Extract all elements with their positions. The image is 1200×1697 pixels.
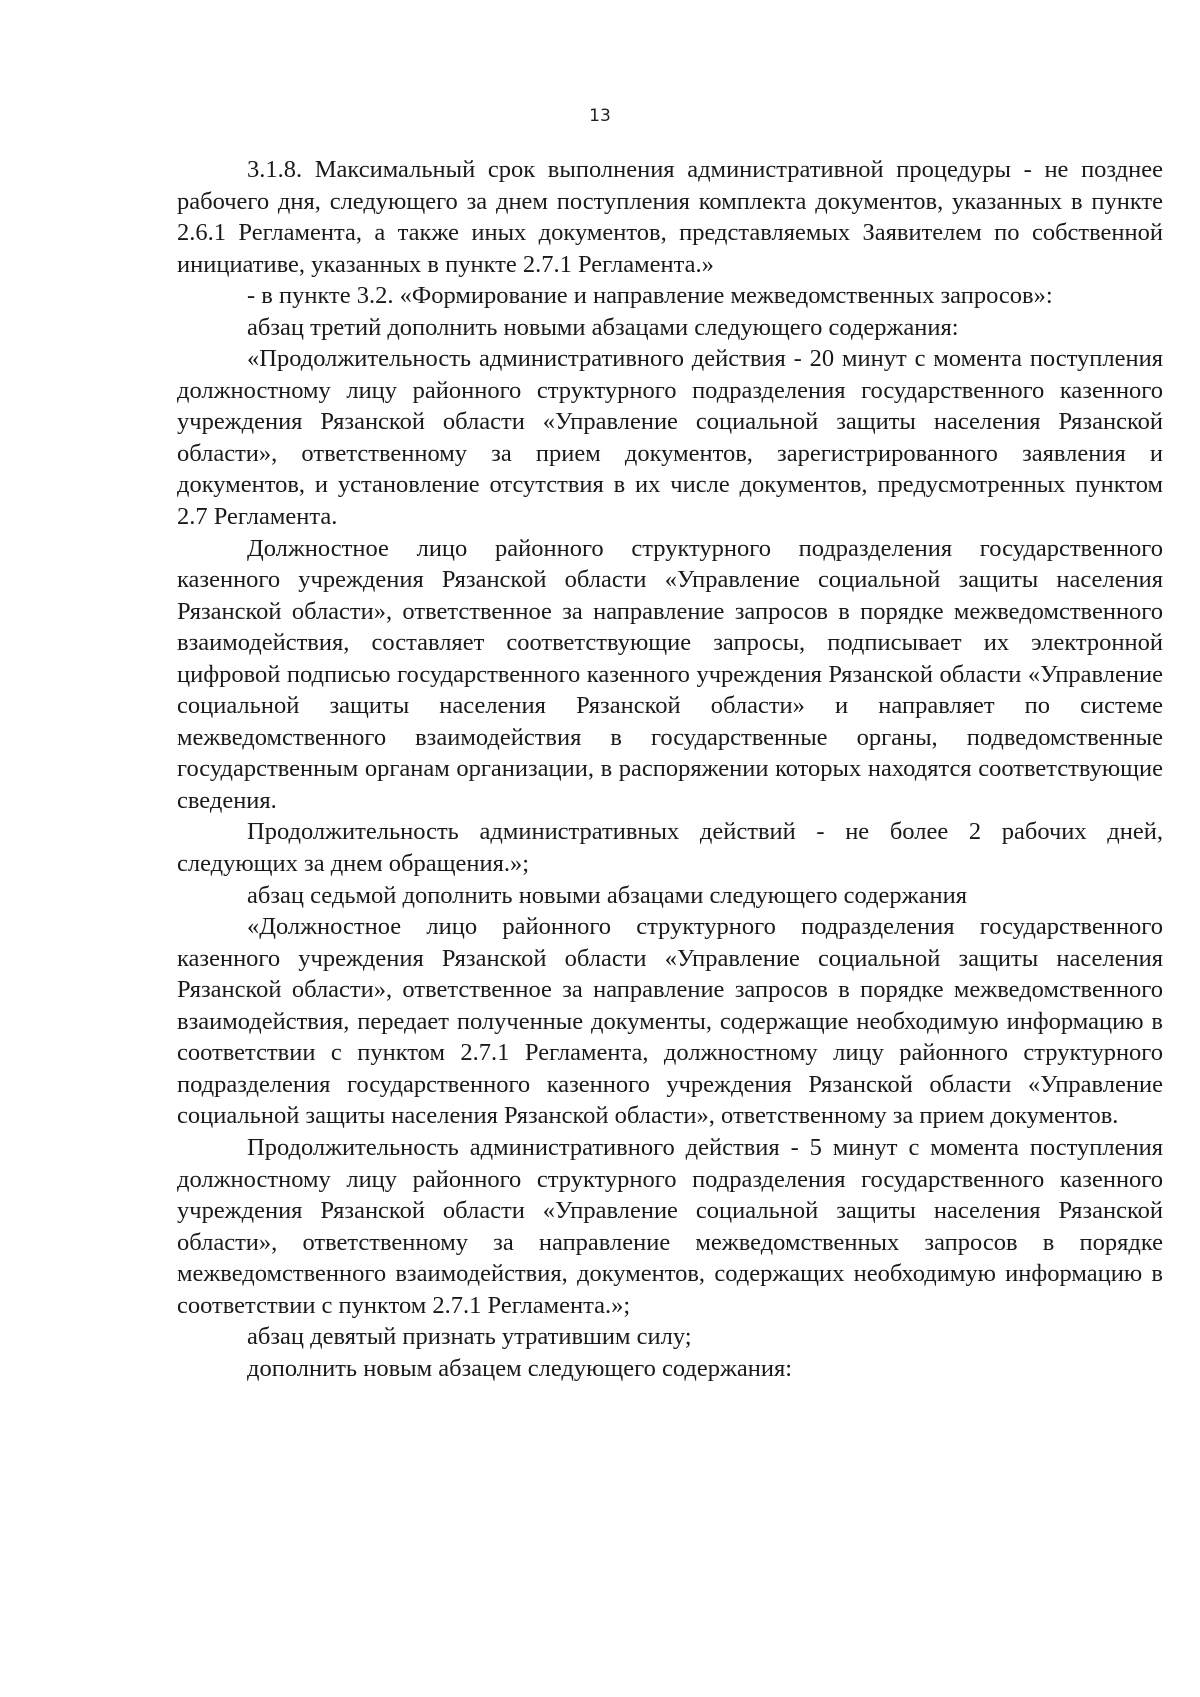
document-body	[177, 154, 1163, 1384]
paragraph-duration-2-days: Продолжительность административных действий - не более 2 рабочих дней, следующих за днем обращения.»;	[177, 818, 1163, 878]
paragraph-add-new: дополнить новым абзацем следующего содержания:	[247, 1354, 793, 1382]
paragraph-official-transfers: «Должностное лицо районного структурного подразделения государственного казенного учреждения Рязанской области «Управление социальной защиты населения Рязанской области», ответственное за направление запросов в порядке межведомственного взаимодействия, передает полученные документы, содержащие необходимую информацию в соответствии с пунктом 2.7.1 Регламента, должностному лицу районного структурного подразделения государственного казенного учреждения Рязанской области «Управление социальной защиты населения Рязанской области», ответственному за прием документов.	[177, 913, 1163, 1130]
paragraph-duration-20-min: «Продолжительность административного действия - 20 минут с момента поступления должностному лицу районного структурного подразделения государственного казенного учреждения Рязанской области «Управление социальной защиты населения Рязанской области», ответственному за прием документов, зарегистрированного заявления и документов, и установление отсутствия в их числе документов, предусмотренных пунктом 2.7 Регламента.	[177, 345, 1163, 531]
paragraph-3-1-8: 3.1.8. Максимальный срок выполнения административной процедуры - не позднее рабочего дня, следующего за днем поступления комплекта документов, указанных в пункте 2.6.1 Регламента, а также иных документов, представляемых Заявителем по собственной инициативе, указанных в пункте 2.7.1 Регламента.»	[177, 156, 1163, 278]
paragraph-duration-5-min: Продолжительность административного действия - 5 минут с момента поступления должностному лицу районного структурного подразделения государственного казенного учреждения Рязанской области «Управление социальной защиты населения Рязанской области», ответственному за направление межведомственных запросов в порядке межведомственного взаимодействия, документов, содержащих необходимую информацию в соответствии с пунктом 2.7.1 Регламента.»;	[177, 1133, 1163, 1319]
paragraph-seventh-abzac: абзац седьмой дополнить новыми абзацами следующего содержания	[247, 881, 967, 909]
page-number: 13	[589, 106, 611, 126]
paragraph-point-3-2: - в пункте 3.2. «Формирование и направление межведомственных запросов»:	[247, 282, 1053, 310]
paragraph-official-requests: Должностное лицо районного структурного подразделения государственного казенного учреждения Рязанской области «Управление социальной защиты населения Рязанской области», ответственное за направление запросов в порядке межведомственного взаимодействия, составляет соответствующие запросы, подписывает их электронной цифровой подписью государственного казенного учреждения Рязанской области «Управление социальной защиты населения Рязанской области» и направляет по системе межведомственного взаимодействия в государственные органы, подведомственные государственным органам организации, в распоряжении которых находятся соответствующие сведения.	[177, 534, 1163, 814]
paragraph-third-abzac: абзац третий дополнить новыми абзацами следующего содержания:	[247, 313, 959, 341]
paragraph-ninth-abzac: абзац девятый признать утратившим силу;	[247, 1323, 692, 1351]
